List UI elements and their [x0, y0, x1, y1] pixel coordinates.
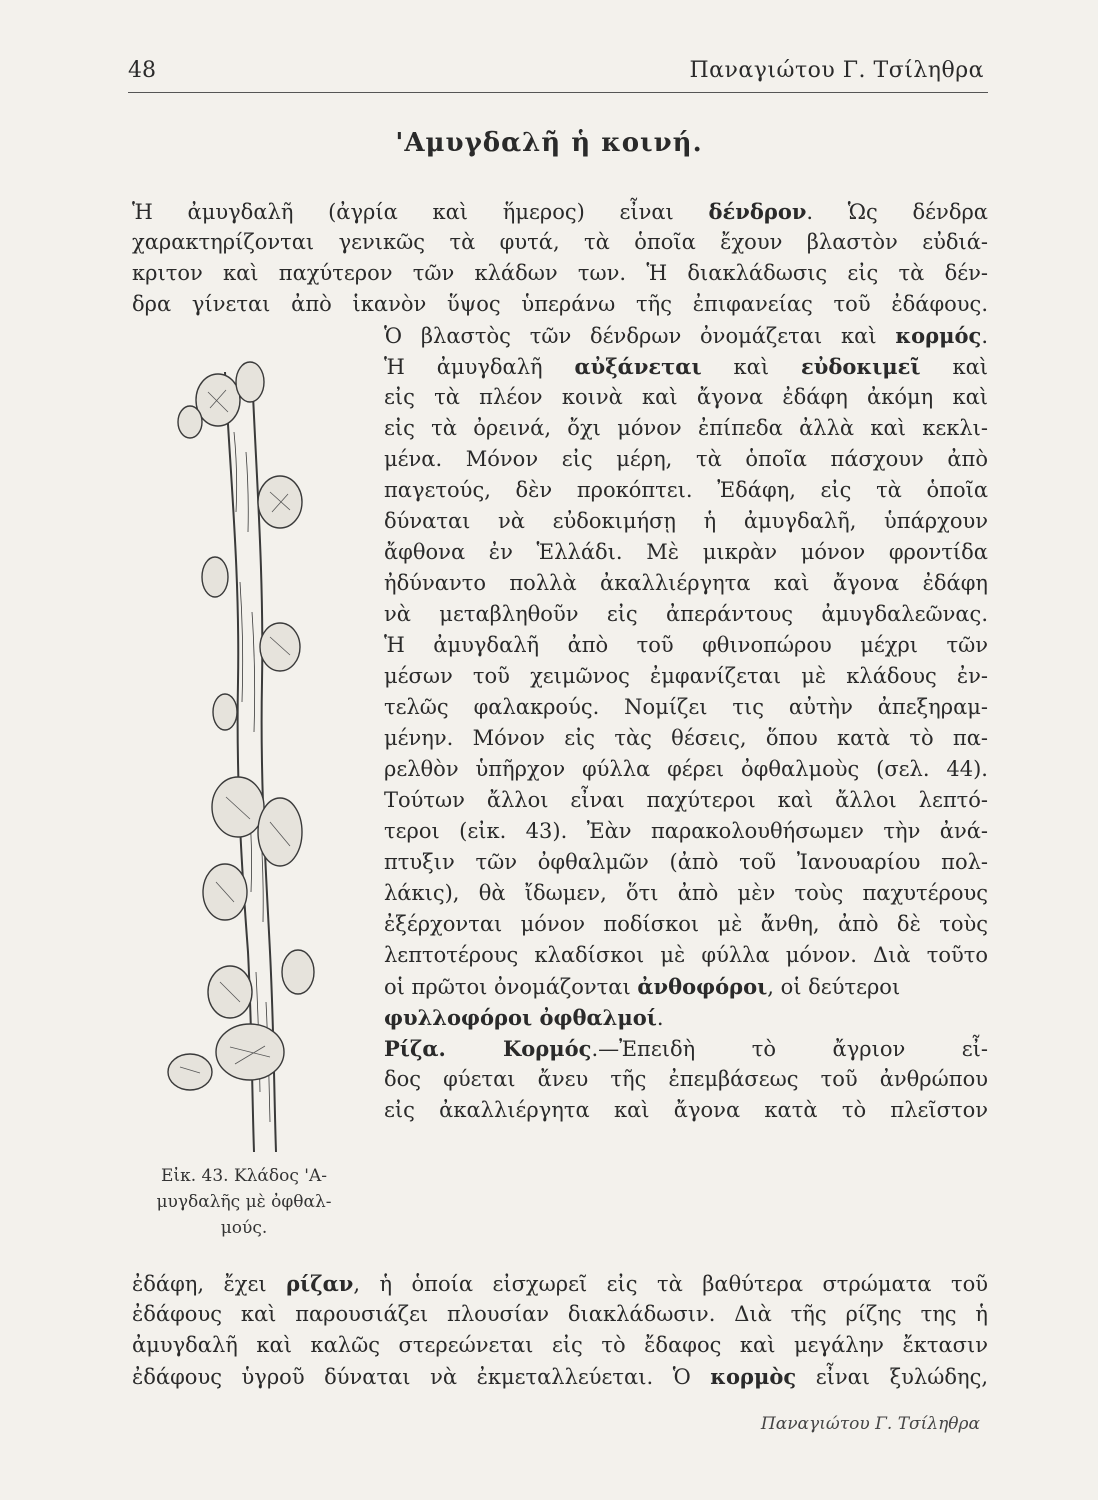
running-head: Παναγιώτου Γ. Τσίληθρα	[689, 58, 984, 83]
bold-term: δένδρον	[708, 199, 807, 224]
text-run: εἰς τὰ ὀρεινά, ὄχι μόνον ἐπίπεδα ἀλλὰ καὶ κεκλι-	[384, 416, 988, 440]
text-line	[384, 909, 988, 940]
bold-term: ἀνθοφόροι	[637, 974, 768, 999]
text-run: τελῶς φαλακρούς. Νομίζει τις αὐτὴν ἀπεξηραμ-	[384, 695, 988, 719]
text-run: καὶ	[701, 355, 801, 379]
text-run: τεροι (εἰκ. 43). Ἐὰν παρακολουθήσωμεν τὴν ἀνά-	[384, 819, 988, 843]
caption-line: Εἰκ. 43. Κλάδος 'Α-	[161, 1166, 327, 1186]
text-run: ἠδύναντο πολλὰ ἀκαλλιέργητα καὶ ἄγονα ἐδάφη	[384, 571, 988, 595]
text-run: πτυξιν τῶν ὀφθαλμῶν (ἀπὸ τοῦ Ἰανουαρίου πολ-	[384, 850, 988, 874]
footer-signature: Παναγιώτου Γ. Τσίληθρα	[760, 1414, 980, 1434]
text-run: ἐδάφους καὶ παρουσιάζει πλουσίαν διακλάδωσιν. Διὰ τῆς ρίζης της ἡ	[132, 1302, 988, 1326]
text-run: .	[981, 324, 988, 348]
text-line	[132, 1299, 988, 1330]
text-run: δος φύεται ἄνευ τῆς ἐπεμβάσεως τοῦ ἀνθρώπου	[384, 1067, 988, 1091]
almond-branch-illustration	[130, 352, 380, 1162]
bold-term: κορμὸς	[710, 1364, 797, 1389]
text-line	[384, 475, 988, 506]
text-run: .—Ἐπειδὴ τὸ ἄγριον εἶ-	[591, 1037, 988, 1061]
text-line	[132, 1330, 988, 1361]
text-run: δρα γίνεται ἀπὸ ἱκανὸν ὕψος ὑπεράνω τῆς ἐπιφανείας τοῦ ἐδάφους.	[132, 292, 988, 316]
bold-term: φυλλοφόροι ὀφθαλμοί	[384, 1005, 657, 1030]
text-run: καὶ	[920, 355, 988, 379]
text-run: νὰ μεταβληθοῦν εἰς ἀπεράντους ἀμυγδαλεῶνας.	[384, 602, 988, 626]
text-line	[384, 1095, 988, 1126]
text-run: Ἡ ἀμυγδαλῆ	[384, 355, 575, 379]
text-line	[132, 227, 988, 258]
text-run: παγετούς, δὲν προκόπτει. Ἐδάφη, εἰς τὰ ὁποῖα	[384, 478, 988, 502]
text-run: λεπτοτέρους κλαδίσκοι μὲ φύλλα μόνον. Διὰ τοῦτο	[384, 943, 988, 967]
text-line	[384, 661, 988, 692]
text-line	[384, 878, 988, 909]
text-run: ἄφθονα ἐν Ἑλλάδι. Μὲ μικρὰν μόνον φροντίδα	[384, 540, 988, 564]
text-line	[384, 940, 988, 971]
text-run: δύναται νὰ εὐδοκιμήσῃ ἡ ἀμυγδαλῆ, ὑπάρχουν	[384, 509, 988, 533]
text-line	[384, 692, 988, 723]
text-run: ἐδάφους ὑγροῦ δύναται νὰ ἐκμεταλλεύεται. Ὁ	[132, 1365, 711, 1389]
text-line	[384, 444, 988, 475]
text-run: μένα. Μόνον εἰς μέρη, τὰ ὁποῖα πάσχουν ἀπὸ	[384, 447, 988, 471]
text-line	[384, 1033, 988, 1064]
text-run: Τούτων ἄλλοι εἶναι παχύτεροι καὶ ἄλλοι λεπτό-	[384, 788, 988, 812]
bold-term: εὐδοκιμεῖ	[801, 354, 921, 379]
caption-line: μούς.	[220, 1218, 268, 1238]
text-run: .	[656, 1006, 664, 1030]
text-line	[384, 1002, 988, 1033]
text-run: μέσων τοῦ χειμῶνος ἐμφανίζεται μὲ κλάδους ἐν-	[384, 664, 988, 688]
text-run: , ἡ ὁποία εἰσχωρεῖ εἰς τὰ βαθύτερα στρώματα τοῦ	[353, 1272, 988, 1296]
text-run: οἱ πρῶτοι ὀνομάζονται	[384, 975, 638, 999]
bold-term: ρίζαν	[286, 1271, 354, 1296]
text-line	[384, 320, 988, 351]
text-run: μένην. Μόνον εἰς τὰς θέσεις, ὅπου κατὰ τὸ πα-	[384, 726, 988, 750]
text-run: ἐξέρχονται μόνον ποδίσκοι μὲ ἄνθη, ἀπὸ δὲ τοὺς	[384, 912, 988, 936]
text-run: Ὁ βλαστὸς τῶν δένδρων ὀνομάζεται καὶ	[384, 324, 896, 348]
text-line	[384, 754, 988, 785]
text-run: χαρακτηρίζονται γενικῶς τὰ φυτά, τὰ ὁποῖα ἔχουν βλαστὸν εὐδιά-	[132, 230, 988, 254]
text-run: λάκις), θὰ ἴδωμεν, ὅτι ἀπὸ μὲν τοὺς παχυτέρους	[384, 881, 988, 905]
text-line	[132, 258, 988, 289]
text-line	[132, 1361, 988, 1392]
text-run: ρελθὸν ὑπῆρχον φύλλα φέρει ὀφθαλμοὺς (σελ. 44).	[384, 757, 988, 781]
text-run: , οἱ δεύτεροι	[767, 975, 901, 999]
text-run: ἐδάφη, ἔχει	[132, 1272, 287, 1296]
caption-line: μυγδαλῆς μὲ ὀφθαλ-	[156, 1192, 332, 1212]
text-run: Ἡ ἀμυγδαλῆ (ἀγρία καὶ ἥμερος) εἶναι	[132, 200, 709, 224]
text-run: εἶναι ξυλώδης,	[796, 1365, 988, 1389]
text-line	[384, 413, 988, 444]
text-line	[384, 630, 988, 661]
text-line	[384, 847, 988, 878]
text-line	[384, 382, 988, 413]
text-line	[384, 971, 988, 1002]
text-line	[384, 506, 988, 537]
text-line	[384, 537, 988, 568]
text-line	[132, 196, 988, 227]
text-run: ἀμυγδαλῆ καὶ καλῶς στερεώνεται εἰς τὸ ἔδαφος καὶ μεγάλην ἔκτασιν	[132, 1333, 988, 1357]
text-line	[132, 289, 988, 320]
figure-caption	[128, 1163, 360, 1241]
text-line	[384, 816, 988, 847]
bold-term: αὐξάνεται	[574, 354, 702, 379]
section-title: 'Αμυγδαλῆ ἡ κοινή.	[395, 128, 703, 158]
text-run: εἰς ἀκαλλιέργητα καὶ ἄγονα κατὰ τὸ πλεῖστον	[384, 1098, 988, 1122]
text-line	[384, 599, 988, 630]
page-header	[128, 56, 988, 93]
text-line	[384, 351, 988, 382]
text-line	[384, 568, 988, 599]
text-run: Ἡ ἀμυγδαλῆ ἀπὸ τοῦ φθινοπώρου μέχρι τῶν	[384, 633, 988, 657]
bold-term: Ρίζα. Κορμός	[384, 1036, 592, 1061]
text-line	[384, 1064, 988, 1095]
text-run: . Ὡς δένδρα	[806, 200, 988, 224]
page-number: 48	[128, 58, 156, 83]
text-line	[132, 1268, 988, 1299]
bold-term: κορμός	[895, 323, 982, 348]
text-run: κριτον καὶ παχύτερον τῶν κλάδων των. Ἡ διακλάδωσις εἰς τὰ δέν-	[132, 261, 988, 285]
text-line	[384, 723, 988, 754]
text-line	[384, 785, 988, 816]
text-run: εἰς τὰ πλέον κοινὰ καὶ ἄγονα ἐδάφη ἀκόμη καὶ	[384, 385, 988, 409]
